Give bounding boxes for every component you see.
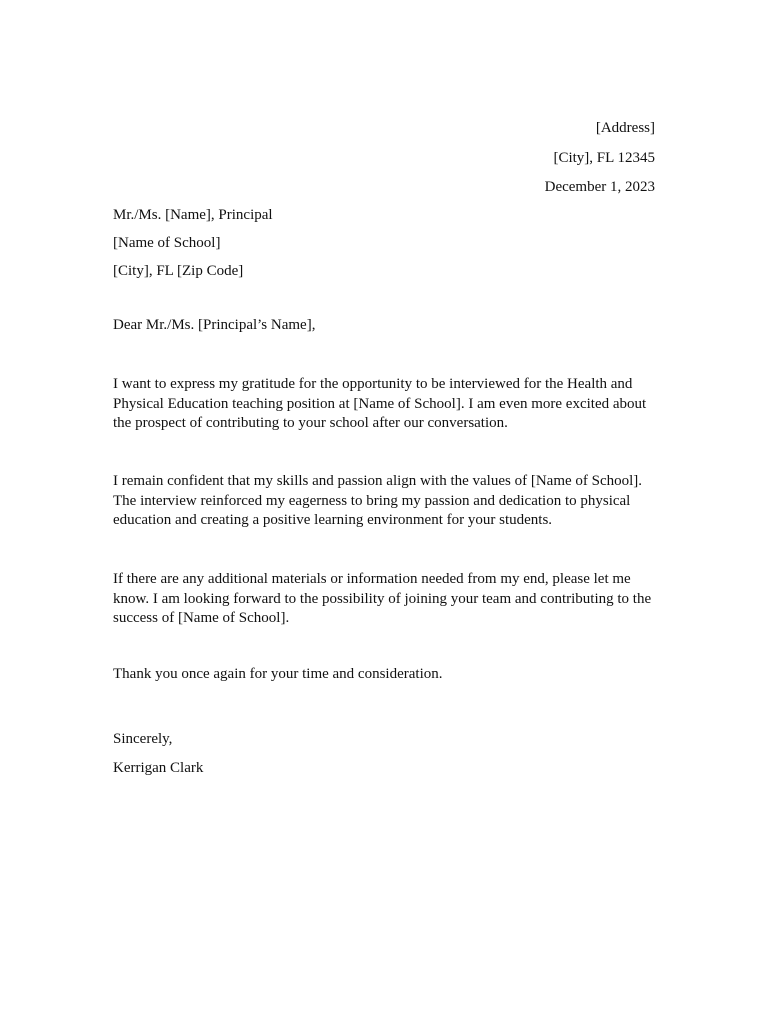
paragraph-line: know. I am looking forward to the possibility of joining your team and contributing to the: [113, 590, 652, 607]
paragraph-line: The interview reinforced my eagerness to bring my passion and dedication to physical: [113, 492, 631, 509]
letter-date: December 1, 2023: [544, 179, 655, 195]
sender-block: [545, 114, 655, 203]
recipient-city-state-zip: [City], FL [Zip Code]: [113, 263, 244, 279]
paragraph-line: If there are any additional materials or information needed from my end, please let me: [113, 571, 631, 587]
paragraph-line: I remain confident that my skills and passion align with the values of [Name of School].: [113, 473, 643, 489]
recipient-block: [113, 201, 273, 285]
sender-city-state-zip: [City], FL 12345: [553, 149, 655, 166]
paragraph-line: success of [Name of School].: [113, 610, 290, 626]
body-paragraph-3: [113, 570, 673, 629]
sender-address: [Address]: [595, 120, 655, 136]
body-paragraph-1: [113, 375, 673, 434]
paragraph-line: Physical Education teaching position at [Name of School]. I am even more excited about: [113, 395, 647, 412]
paragraph-line: education and creating a positive learning environment for your students.: [113, 512, 553, 528]
paragraph-line: the prospect of contributing to your school after our conversation.: [113, 415, 508, 431]
recipient-name-title: Mr./Ms. [Name], Principal: [113, 207, 273, 223]
closing-block: [113, 725, 203, 783]
salutation: Dear Mr./Ms. [Principal’s Name],: [113, 317, 316, 333]
body-paragraph-2: [113, 472, 673, 531]
paragraph-line: Thank you once again for your time and consideration.: [113, 666, 443, 682]
signer-name: Kerrigan Clark: [113, 760, 204, 776]
recipient-school: [Name of School]: [113, 235, 221, 251]
body-paragraph-4: [113, 665, 673, 685]
valediction: Sincerely,: [113, 731, 173, 747]
paragraph-line: I want to express my gratitude for the opportunity to be interviewed for the Health and: [113, 376, 633, 392]
